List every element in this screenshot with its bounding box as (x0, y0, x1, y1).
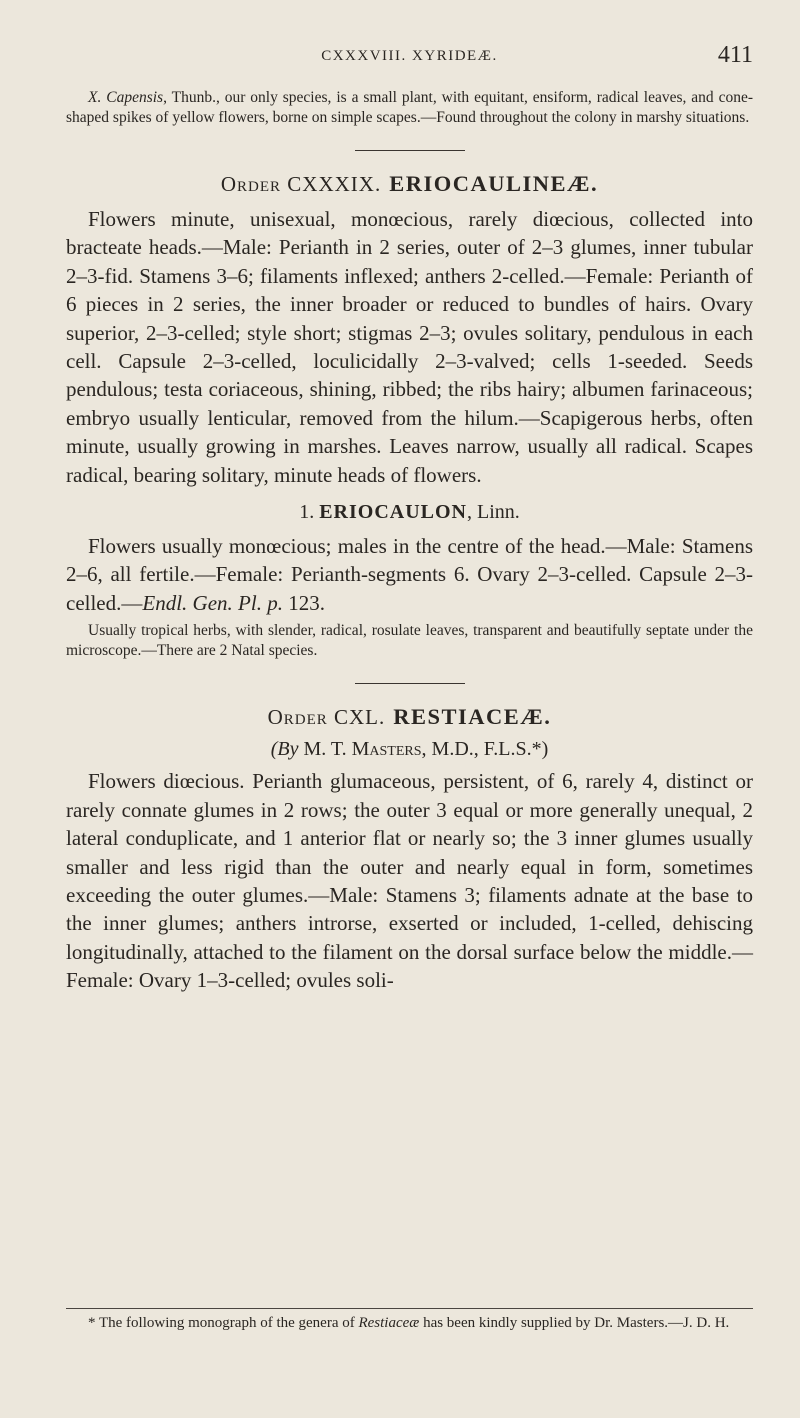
order-name: ERIOCAULINEÆ. (389, 171, 599, 196)
genus-reference: Endl. Gen. Pl. p. (142, 590, 283, 615)
species-note-text: , Thunb., our only species, is a small plant, with equitant, ensiform, radical leaves, and cone-shaped spikes of yellow flowers, borne on simple scapes.—Found throughout the colony in marshy situations. (66, 89, 753, 126)
order-heading-eriocaulineae (66, 171, 753, 197)
genus-note-eriocaulon: Usually tropical herbs, with slender, radical, rosulate leaves, transparent and beautifully septate under the microscope.—There are 2 Natal species. (66, 622, 753, 660)
footnote-genera: Restiaceæ (358, 1315, 420, 1331)
species-note (66, 88, 753, 128)
genus-name: ERIOCAULON (319, 501, 467, 524)
footnote-area (66, 1308, 753, 1333)
page-content (66, 88, 753, 995)
footnote-prefix: * The following monograph of the genera of (88, 1315, 359, 1331)
author-attribution (66, 738, 753, 761)
running-head (66, 40, 753, 72)
footnote (66, 1313, 753, 1333)
order-label: Order CXL. (267, 705, 386, 730)
genus-authority: , Linn. (467, 501, 520, 524)
genus-description-eriocaulon (66, 532, 753, 617)
genus-description-text: Flowers usually monœcious; males in the centre of the head.—Male: Stamens 2–6, all fertile.—Female: Perianth-segments 6. Ovary 2–3-celled. Capsule 2–3-celled.— (66, 534, 753, 615)
footnote-suffix: has been kindly supplied by Dr. Masters.—J. D. H. (419, 1315, 730, 1331)
order-heading-restiaceae (66, 704, 753, 730)
order-description-restiaceae: Flowers diœcious. Perianth glumaceous, persistent, of 6, rarely 4, distinct or rarely connate glumes in 2 rows; the outer 3 equal or more generally unequal, 2 lateral conduplicate, and 1 anterior flat or nearly so; the 3 inner glumes usually smaller and less rigid than the outer and nearly equal in form, sometimes exceeding the outer glumes.—Male: Stamens 3; filaments adnate at the base to the inner glumes; anthers introrse, exserted or included, 1-celled, dehiscing longitudinally, attached to the filament on the dorsal surface below the middle.—Female: Ovary 1–3-celled; ovules soli- (66, 769, 753, 993)
page-number: 411 (717, 42, 753, 68)
order-label: Order CXXXIX. (220, 172, 382, 196)
author-name: M. T. Masters (298, 738, 422, 761)
footnote-rule (66, 1308, 753, 1309)
genus-number: 1. (299, 501, 315, 524)
order-description-eriocaulineae: Flowers minute, unisexual, monœcious, rarely diœcious, collected into bracteate heads.—Male: Perianth in 2 series, outer of 2–3 glumes, inner tubular 2–3-fid. Stamens 3–6; filaments inflexed; anthers 2-celled.—Female: Perianth of 6 pieces in 2 series, the inner broader or reduced to bundles of hairs. Ovary superior, 2–3-celled; style short; stigmas 2–3; ovules solitary, pendulous in each cell. Capsule 2–3-celled, loculicidally 2–3-valved; cells 1-seeded. Seeds pendulous; testa coriaceous, shining, ribbed; the ribs hairy; albumen farinaceous; embryo usually lenticular, removed from the hilum.—Scapigerous herbs, often minute, usually growing in marshes. Leaves narrow, usually all radical. Scapes radical, bearing solitary, minute heads of flowers. (66, 207, 753, 487)
section-divider (355, 683, 465, 684)
running-title: CXXXVIII. XYRIDEÆ. (321, 48, 498, 64)
genus-reference-page: 123. (282, 590, 325, 615)
order-name: RESTIACEÆ. (393, 704, 552, 730)
author-prefix: (By (270, 738, 299, 761)
section-divider (355, 150, 465, 151)
species-name: X. Capensis (88, 89, 164, 106)
genus-heading-eriocaulon (66, 501, 753, 524)
author-suffix: , M.D., F.L.S.*) (421, 738, 549, 761)
